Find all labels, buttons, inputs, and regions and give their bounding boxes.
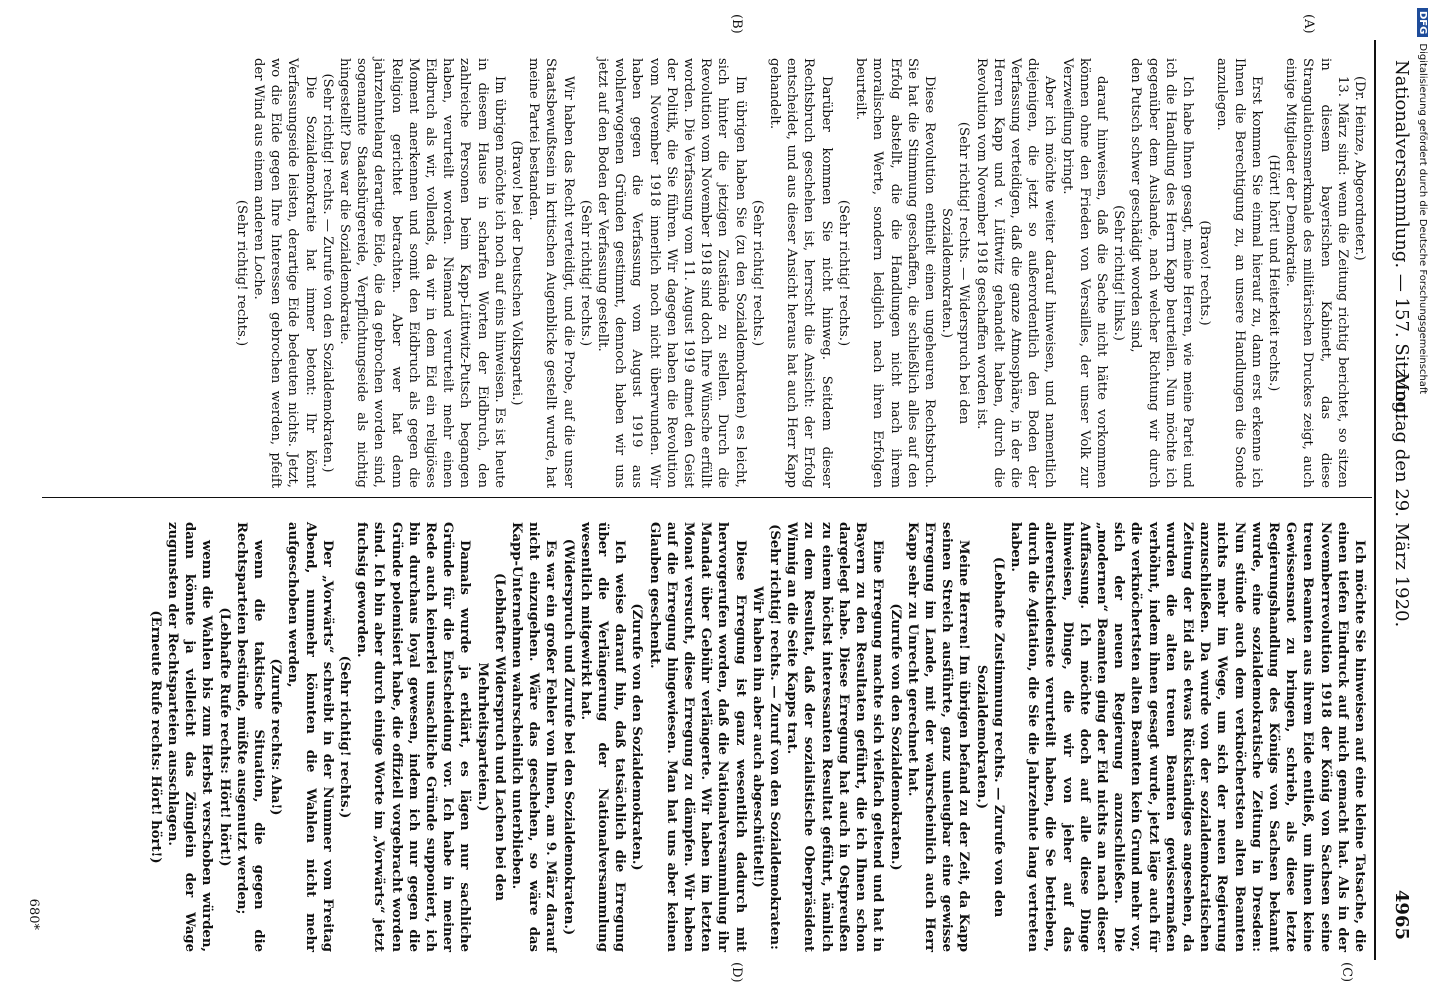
paragraph: Eine Erregung machte sich vielfach geltend und hat in Bayern zu den Resultaten geführt, die ich Ihnen schon dargelegt habe. Diese Erregung hat auch in Ostpreußen zu einem höchst interessanten Resultat geführt, nämlich zu dem Resultat, daß der sozialistische Oberpräsident Winnig an die Seite Kapps trat. bbox=[784, 522, 886, 952]
paragraph: Im übrigen haben Sie (zu den Sozialdemokraten) es leicht, sich hinter die jetzigen Zustände zu stellen. Durch die Revolution vom November 1918 sind doch Ihre Wünsche erfüllt worden. Die Verfassung vom 11. August 1919 atmet den Geist der Politik, die Sie führen. Wir dagegen haben die Revolution vom November 1918 innerlich noch nicht überwunden. Wir haben gegen die Verfassung vom August 1919 aus wohlerwogenen Gründen gestimmt, dennoch haben wir uns jetzt auf den Boden der Verfassung gestellt. bbox=[595, 58, 748, 488]
header-left: Nationalversammlung. — 157. Sitzung. bbox=[1391, 60, 1412, 419]
interjection: (Erneute Rufe rechts: Hört! hört!) bbox=[147, 610, 163, 864]
interjection: (Bravo! bei der Deutschen Volkspartei.) bbox=[509, 140, 525, 406]
paragraph: Meine Herren! Im übrigen befand zu der Zeit, da Kapp seinen Streich ausführte, ganz unleugbar eine gewisse Erregung im Lande, mit der wahrscheinlich auch Herr Kapp sehr zu Unrecht gerechnet hat. bbox=[904, 522, 972, 952]
paragraph: wenn die Wahlen bis zum Herbst verschoben würden, dann könnte ja vielleicht das Zünglein der Wage zugunsten der Rechtsparteien ausschlagen. bbox=[164, 522, 215, 952]
paragraph: 13. März sind: wenn die Zeitung richtig berichtet, so sitzen in diesem bayerischen Kabinett, das diese Strangulationsmerkmale des militärischen Druckes zeigt, auch einige Mitglieder der Demokratie. bbox=[1283, 58, 1350, 488]
interjection: (Lebhafte Zustimmung rechts. — Zurufe von den Sozialdemokraten.) bbox=[973, 556, 1006, 918]
left-column bbox=[233, 58, 1368, 488]
column-divider bbox=[42, 497, 1372, 498]
header-date: Montag den 29. März 1920. bbox=[1391, 372, 1412, 628]
interjection: (Sehr richtig! rechts. — Zurufe von den Sozialdemokraten.) bbox=[319, 73, 335, 473]
paragraph: Erst kommen Sie einmal hierauf zu, dann erst erkenne ich Ihnen die Berechtigung zu, an unsere Handlungen die Sonde anzulegen. bbox=[1214, 58, 1264, 488]
paragraph: Darüber kommen Sie nicht hinweg. Seitdem dieser Rechtsbruch geschehen ist, herrscht die Ansicht: der Erfolg entscheidet, und aus dieser Ansicht heraus hat auch Herr Kapp gehandelt. bbox=[767, 58, 834, 488]
interjection: (Bravo! rechts.) bbox=[1197, 220, 1213, 326]
interjection: (Hört! hört! und Heiterkeit rechts.) bbox=[1265, 154, 1281, 392]
margin-mark-c: (C) bbox=[1339, 962, 1354, 983]
dfg-credit-text: Digitalisierung gefördert durch die Deutsche Forschungsgemeinschaft bbox=[1417, 43, 1428, 395]
paragraph: Im übrigen möchte ich noch auf eins hinweisen. Es ist heute in diesem Hause in scharfen Worten der Eidbruch, den zahlreiche Personen beim Kapp-Lüttwitz-Putsch begangen haben, verurteilt worden. Niemand verurteilt mehr einen Eidbruch als wir, vollends, da wir in dem Eid ein religiöses Moment anerkennen und somit den Eidbruch als gegen die Religion gerichtet betrachten. Aber wer hat denn jahrzehntelang derartige Eide, die da gebrochen worden sind, sogenannte Staatsbürgereide, Verpflichtungseide als nichtig hingestellt? Das war die Sozialdemokratie. bbox=[337, 58, 507, 488]
margin-mark-d: (D) bbox=[729, 962, 744, 983]
paragraph: Ich habe Ihnen gesagt, meine Herren, wie meine Partei und ich die Handlung des Herrn Kapp beurteilen. Nun möchte ich gegenüber dem Auslande, nach welcher Richtung wir durch den Putsch schwer geschädigt worden sind, bbox=[1128, 58, 1195, 488]
paragraph: Die Sozialdemokratie hat immer betont: Ihr könnt Verfassungseide leisten, derartige Eide bedeuten nichts. Jetzt, wo die Eide gegen Ihre Interessen gebrochen werden, pfeift der Wind aus einem anderen Loche. bbox=[251, 58, 318, 488]
interjection: (Zurufe rechts: Aha!) bbox=[268, 658, 284, 816]
interjection: (Sehr richtig! rechts.) bbox=[835, 199, 851, 347]
dfg-logo: DFG bbox=[1417, 8, 1428, 37]
paragraph: Ich weise darauf hin, daß tatsächlich die Erregung über die Verlängerung der Nationalversammlung wesentlich mitgewirkt hat. bbox=[577, 522, 628, 952]
paragraph: Der „Vorwärts“ schreibt in der Nummer vom Freitag Abend, nunmehr könnten die Wahlen nicht mehr aufgeschoben werden, bbox=[285, 522, 335, 952]
interjection: (Sehr richtig! rechts. — Zuruf von den Sozialdemokraten: Wir haben ihn aber auch abgeschüttelt!) bbox=[749, 524, 783, 950]
page-number: 4965 bbox=[1391, 889, 1412, 940]
interjection: (Sehr richtig! rechts.) bbox=[337, 655, 353, 819]
page-header bbox=[1382, 60, 1412, 940]
interjection: (Widerspruch und Zurufe bei den Sozialdemokraten.) bbox=[560, 538, 576, 936]
interjection: (Zurufe von den Sozialdemokraten.) bbox=[629, 603, 645, 871]
interjection: (Zurufe von den Sozialdemokraten.) bbox=[887, 603, 903, 871]
paragraph: Damals wurde ja erklärt, es lägen nur sachliche Gründe für die Entscheidung vor. Ich habe in meiner Rede auch keinerlei unsachliche Gründe supponiert, ich bin durchaus loyal gewesen, indem ich nur gegen die Gründe polemisiert habe, die offiziell vorgebracht worden sind. Ich bin aber durch einige Worte im „Vorwärts“ jetzt fuchsig geworden. bbox=[354, 522, 473, 952]
interjection: (Sehr richtig! rechts. — Widerspruch bei den Sozialdemokraten.) bbox=[939, 121, 972, 425]
paragraph: wenn die taktische Situation, die gegen die Rechtsparteien bestünde, müßte ausgenutzt werden; bbox=[233, 522, 266, 952]
signature-mark: 680* bbox=[26, 898, 41, 930]
paragraph: Diese Revolution enthielt einen ungeheuren Rechtsbruch. Sie hat die Stimmung geschaffen, die schließlich alles auf den Erfolg abstellt, die die Handlungen nicht nach ihrem moralischen Werte, sondern lediglich nach ihren Erfolgen beurteilt. bbox=[853, 58, 937, 488]
dfg-credit bbox=[1410, 8, 1428, 998]
right-column bbox=[147, 522, 1368, 952]
paragraph: Diese Erregung ist ganz wesentlich dadurch mit hervorgerufen worden, daß die Nationalversammlung ihr Mandat über Gebühr verlängerte. Wir haben im letzten Monat versucht, diese Erregung zu dämpfen. Wir haben auf die Erregung hingewiesen. Man hat uns aber keinen Glauben geschenkt. bbox=[646, 522, 748, 952]
interjection: (Sehr richtig! rechts.) bbox=[577, 199, 593, 347]
interjection: (Lebhafter Widerspruch und Lachen bei den Mehrheitsparteien.) bbox=[474, 573, 507, 901]
paragraph: Es war ein großer Fehler von Ihnen, am 9. März darauf nicht einzugehen. Wäre das geschehen, so wäre das Kapp-Unternehmen wahrscheinlich unterblieben. bbox=[509, 522, 559, 952]
interjection: (Sehr richtig! rechts.) bbox=[233, 199, 249, 347]
interjection: (Sehr richtig! rechts.) bbox=[749, 199, 765, 347]
margin-mark-a: (A) bbox=[1301, 14, 1316, 34]
paragraph: (Dr. Heinze, Abgeordneter.) bbox=[1352, 76, 1367, 261]
paragraph: darauf hinweisen, daß die Sache nicht hätte vorkommen können ohne den Frieden von Versailles, der unser Volk zur Verzweiflung bringt. bbox=[1059, 58, 1109, 488]
header-rule bbox=[1374, 40, 1376, 960]
interjection: (Lebhafte Rufe rechts: Hört! hört!) bbox=[216, 607, 232, 867]
paragraph: Ich möchte Sie hinweisen auf eine kleine Tatsache, die einen tiefen Eindruck auf mich gemacht hat. Als in der Novemberrevolution 1918 der König von Sachsen seine treuen Beamten aus ihrem Eide entließ, um ihnen keine Gewissensnot zu bringen, schrieb, als diese letzte Regierungshandlung des Königs von Sachsen bekannt wurde, eine sozialdemokratische Zeitung in Dresden: Nun stünde auch dem verknöchertsten alten Beamten nichts mehr im Wege, um sich der neuen Regierung anzuschließen. Da wurde von der sozialdemokratischen Zeitung der Eid als etwas Rückständiges angesehen, da wurden die alten treuen Beamten gewissermaßen verhöhnt, indem ihnen gesagt wurde, jetzt läge auch für die verknöchertsten alten Beamten kein Grund mehr vor, sich der neuen Regierung anzuschließen. Die „modernen“ Beamten ging der Eid nichts an nach dieser Auffassung. Ich möchte doch auf alle diese Dinge hinweisen, Dinge, die wir von jeher auf das allerentschiedenste verurteilt haben, die Se betrieben, durch die Agitation, die Sie die Jahrzehnte lang vertreten haben. bbox=[1007, 522, 1367, 952]
paragraph: Wir haben das Recht verteidigt, und die Probe, auf die unser Staatsbewußtsein in kritischen Augenblicke gestellt wurde, hat meine Partei bestanden. bbox=[526, 58, 576, 488]
margin-mark-b: (B) bbox=[729, 14, 744, 34]
interjection: (Sehr richtig! links.) bbox=[1111, 205, 1127, 341]
paragraph: Aber ich möchte weiter darauf hinweisen, und namentlich diejenigen, die jetzt so außerordentlich den Boden der Verfassung verteidigen, daß die ganze Atmosphäre, in der die Herren Kapp und v. Lüttwitz gehandelt haben, durch die Revolution vom November 1918 geschaffen worden ist. bbox=[973, 58, 1058, 488]
